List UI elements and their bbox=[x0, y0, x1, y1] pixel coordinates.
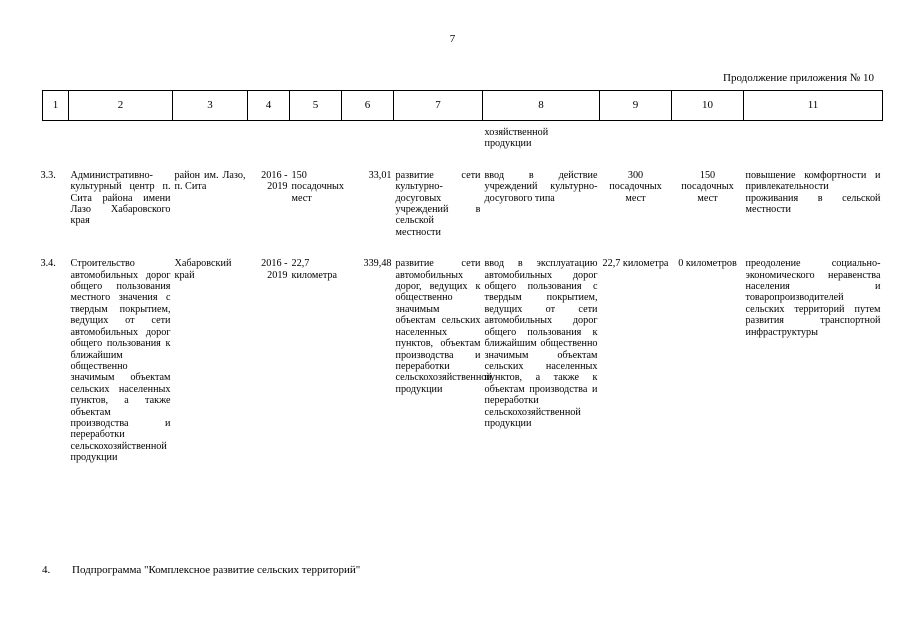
table-row bbox=[43, 258, 883, 463]
object-cost: 33,01 bbox=[368, 169, 392, 181]
subprogram-title: Подпрограмма "Комплексное развитие сельских территорий" bbox=[72, 564, 361, 576]
carryover-row bbox=[43, 127, 883, 150]
program-table bbox=[42, 90, 883, 464]
indicator-value-b: 0 километров bbox=[678, 258, 737, 270]
object-capacity: 150 посадочных мест bbox=[291, 169, 344, 204]
col-header-1: 1 bbox=[43, 91, 69, 121]
subprogram-heading bbox=[42, 565, 360, 576]
col-header-4: 4 bbox=[248, 91, 290, 121]
indicator-value-a: 22,7 километра bbox=[602, 258, 669, 270]
col-header-2: 2 bbox=[69, 91, 173, 121]
implementation-period: 2016 - 2019 bbox=[261, 169, 288, 193]
object-result: ввод в действие учреждений культурно-досугового типа bbox=[484, 169, 598, 204]
col-header-5: 5 bbox=[290, 91, 342, 121]
object-cost: 339,48 bbox=[363, 258, 392, 270]
object-location: Хабаровский край bbox=[174, 258, 232, 281]
object-capacity: 22,7 километра bbox=[291, 258, 338, 281]
page-number: 7 bbox=[449, 33, 456, 45]
col-header-9: 9 bbox=[600, 91, 672, 121]
table-row bbox=[43, 170, 883, 238]
col-header-11: 11 bbox=[744, 91, 883, 121]
object-result: ввод в эксплуатацию автомобильных дорог общего пользования с твердым покрытием, ведущих от сети автомобильных дорог общего пользования к ближайшим общественно значимым объектам сельских населенных пунктов, а также к объектам производства и переработки сельскохозяйственной продукции bbox=[484, 258, 598, 429]
object-goal: развитие сети автомобильных дорог, ведущих к общественно значимым объектам сельских населенных пунктов, объектам производства и переработки сельскохозяйственной продукции bbox=[395, 258, 492, 395]
row-number: 3.4. bbox=[40, 258, 56, 270]
col-header-10: 10 bbox=[672, 91, 744, 121]
col-header-6: 6 bbox=[342, 91, 394, 121]
indicator-value-a: 300 посадочных мест bbox=[609, 169, 662, 204]
column-number-row bbox=[43, 91, 883, 121]
subprogram-number: 4. bbox=[42, 564, 51, 576]
col-header-3: 3 bbox=[173, 91, 248, 121]
implementation-period: 2016 - 2019 bbox=[261, 258, 288, 281]
object-effect: преодоление социально-экономического неравенства населения и товаропроизводителей сельских территорий путем развития транспортной инфраструктуры bbox=[745, 258, 881, 338]
object-goal: развитие сети культурно-досуговых учреждений в сельской местности bbox=[395, 169, 481, 238]
object-name: Административно-культурный центр п. Сита района имени Лазо Хабаровского края bbox=[70, 169, 171, 227]
appendix-note: Продолжение приложения № 10 bbox=[723, 72, 874, 84]
object-effect: повышение комфортности и привлекательности проживания в сельской местности bbox=[745, 169, 881, 216]
col-header-8: 8 bbox=[483, 91, 600, 121]
object-location: район им. Лазо, п. Сита bbox=[174, 169, 246, 193]
indicator-value-b: 150 посадочных мест bbox=[681, 169, 734, 204]
row-number: 3.3. bbox=[40, 169, 56, 181]
object-name: Строительство автомобильных дорог общего пользования местного значения с твердым покрытием, ведущих от сети автомобильных дорог общего пользования к ближайшим общественно значимым объектам сельских населенных пунктов, а также объектам производства и переработки сельскохозяйственной продукции bbox=[70, 258, 171, 464]
carryover-text: хозяйственной продукции bbox=[484, 127, 549, 150]
col-header-7: 7 bbox=[394, 91, 483, 121]
